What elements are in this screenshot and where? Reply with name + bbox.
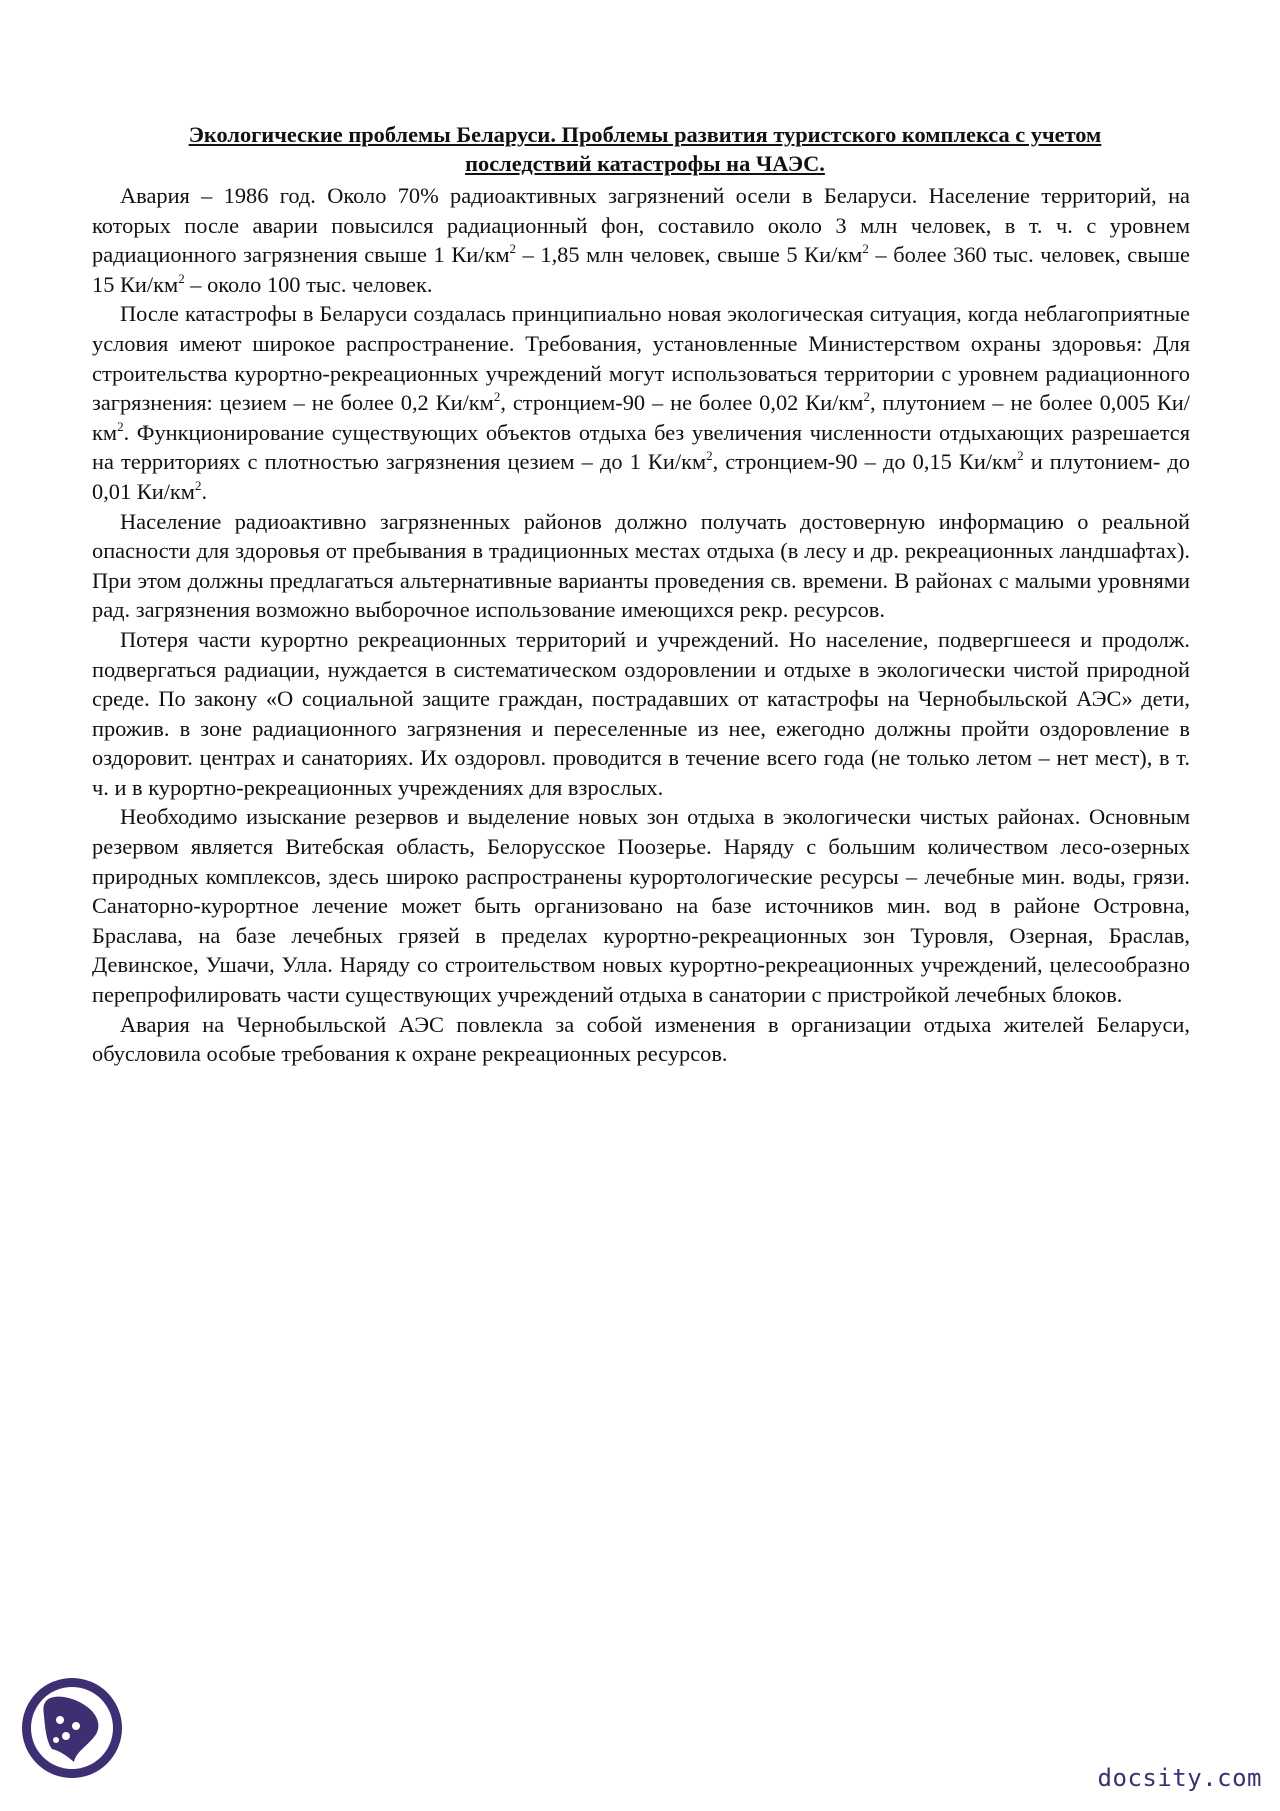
document-page — [92, 120, 1190, 1069]
text-run: После катастрофы в Беларуси создалась принципиально новая экологическая ситуация, когда неблагоприятные условия имеют широкое распространение. Требования, установленные Министерством охраны здоровья: Для строительства курортно-рекреационных учреждений могут использоваться территории с уровнем радиационного загрязнения: цезием – не более 0,2 Ки/км — [92, 301, 1190, 416]
paragraph-1 — [92, 181, 1190, 299]
text-run: и плутонием- до 0,01 Ки/км — [92, 449, 1191, 504]
paragraph-3: Население радиоактивно загрязненных районов должно получать достоверную информацию о реальной опасности для здоровья от пребывания в традиционных местах отдыха (в лесу и др. рекреационных ландшафтах). При этом должны предлагаться альтернативные варианты проведения св. времени. В районах с малыми уровнями рад. загрязнения возможно выборочное использование имеющихся рекр. ресурсов. — [92, 508, 1190, 623]
superscript: 2 — [863, 389, 870, 405]
superscript: 2 — [706, 448, 713, 464]
superscript: 2 — [862, 241, 869, 257]
text-run: , плутонием – не более 0,005 Ки/км — [92, 390, 1190, 445]
superscript: 2 — [117, 418, 124, 434]
text-run: – 1,85 млн человек, свыше 5 Ки/км — [516, 242, 863, 268]
paragraph-2 — [92, 299, 1190, 506]
docsity-logo-icon — [20, 1676, 124, 1780]
superscript: 2 — [509, 241, 517, 257]
paragraph-5: Необходимо изыскание резервов и выделение новых зон отдыха в экологически чистых районах. Основным резервом является Витебская область, Белорусское Поозерье. Наряду с большим количеством лесо-озерных природных комплексов, здесь широко распространены курортологические ресурсы – лечебные мин. воды, грязи. Санаторно-курортное лечение может быть организовано на базе источников мин. вод в районе Островна, Браслава, на базе лечебных грязей в пределах курортно-рекреационных зон Туровля, Озерная, Браслав, Девинское, Ушачи, Улла. Наряду со строительством новых курортно-рекреационных учреждений, целесообразно перепрофилировать части существующих учреждений отдыха в санатории с пристройкой лечебных блоков. — [92, 804, 1190, 1008]
text-run: . Функционирование существующих объектов отдыха без увеличения численности отдыхающих разрешается на территориях с плотностью загрязнения цезием – до 1 Ки/км — [92, 419, 1190, 475]
superscript: 2 — [194, 477, 202, 493]
superscript: 2 — [493, 389, 501, 405]
superscript: 2 — [1017, 448, 1024, 464]
text-run: , стронцием-90 – до 0,15 Ки/км — [712, 449, 1018, 475]
paragraph-4: Потеря части курортно рекреационных территорий и учреждений. Но население, подвергшееся и продолж. подвергаться радиации, нуждается в систематическом оздоровлении и отдыхе в экологически чистой природной среде. По закону «О социальной защите граждан, пострадавших от катастрофы на Чернобыльской АЭС» дети, прожив. в зоне радиационного загрязнения и переселенные из нее, ежегодно должны пройти оздоровление в оздоровит. центрах и санаториях. Их оздоровл. проводится в течение всего года (не только летом – нет мест), в т. ч. и в курортно-рекреационных учреждениях для взрослых. — [92, 626, 1190, 800]
text-run: , стронцием-90 – не более 0,02 Ки/км — [500, 390, 864, 416]
document-title: Экологические проблемы Беларуси. Проблемы развития туристского комплекса с учетом последствий катастрофы на ЧАЭС. — [188, 122, 1102, 176]
text-run: – более 360 тыс. человек, свыше 15 Ки/км — [92, 242, 1190, 297]
text-run: . — [201, 478, 208, 504]
superscript: 2 — [178, 270, 185, 286]
brand-watermark: docsity.com — [1097, 1764, 1262, 1792]
text-run: – около 100 тыс. человек. — [184, 271, 433, 297]
paragraph-6: Авария на Чернобыльской АЭС повлекла за собой изменения в организации отдыха жителей Беларуси, обусловила особые требования к охране рекреационных ресурсов. — [92, 1011, 1190, 1067]
text-run: Авария – 1986 год. Около 70% радиоактивных загрязнений осели в Беларуси. Население территорий, на которых после аварии повысился радиационный фон, составило около 3 млн человек, в т. ч. с уровнем радиационного загрязнения свыше 1 Ки/км — [92, 183, 1190, 268]
